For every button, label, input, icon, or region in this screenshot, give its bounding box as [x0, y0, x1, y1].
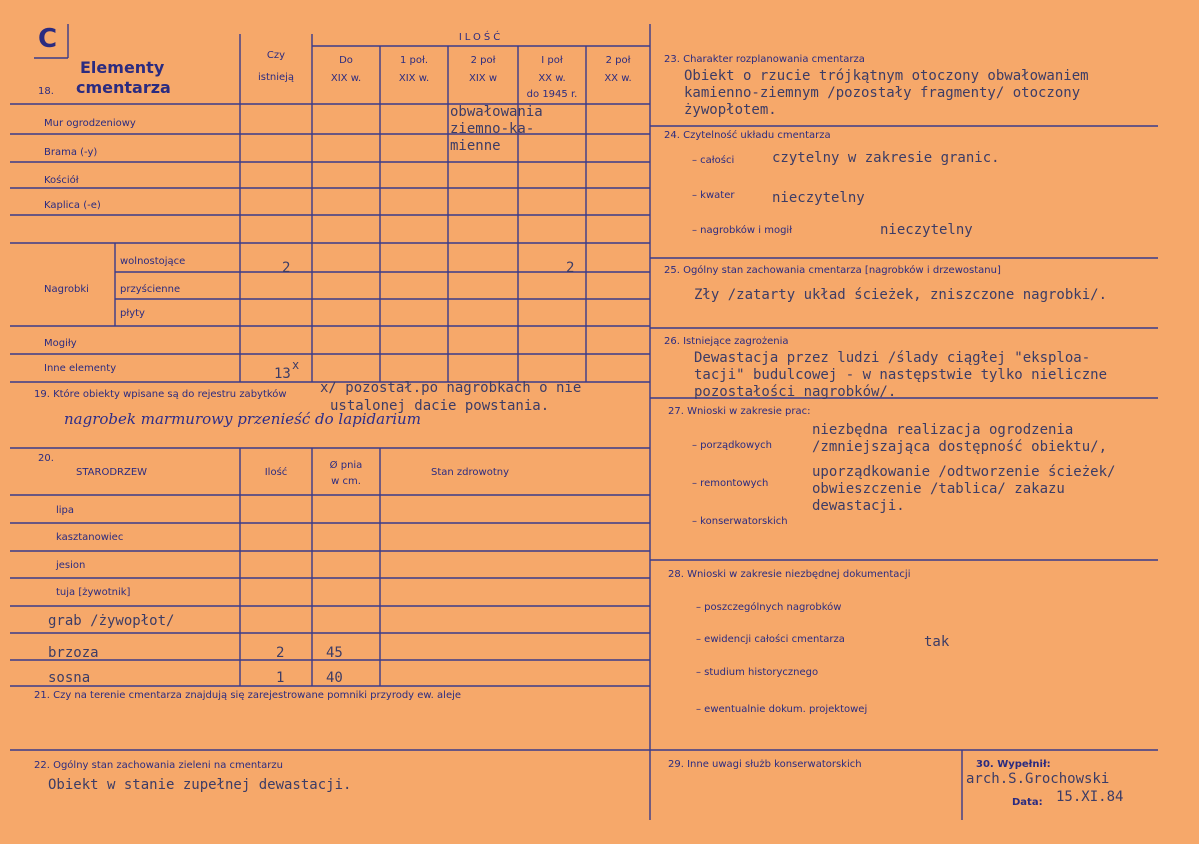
tree-jesion: jesion	[56, 560, 86, 571]
row-przyscienne: przyścienne	[120, 284, 181, 295]
s22-label: 22. Ogólny stan zachowania zieleni na cmentarzu	[34, 760, 283, 771]
s20-col-ilosc: Ilość	[264, 467, 288, 478]
s27-label: 27. Wnioski w zakresie prac:	[668, 406, 811, 417]
s24-calosci-value: czytelny w zakresie granic.	[772, 150, 1000, 166]
col-2pol-xix-2: XIX w	[468, 73, 497, 84]
s28-item2-value: tak	[924, 634, 950, 650]
s19-handwritten: nagrobek marmurowy przenieść do lapidarium	[64, 410, 421, 428]
s27-porzadkowych: – porządkowych	[692, 440, 772, 451]
s30-name: arch.S.Grochowski	[966, 771, 1110, 787]
col-ilosc: ILOŚĆ	[458, 32, 504, 43]
s21-label: 21. Czy na terenie cmentarza znajdują się zarejestrowane pomniki przyrody ew. aleje	[34, 690, 462, 701]
tree-tuja: tuja [żywotnik]	[56, 587, 131, 598]
tree-grab: grab /żywopłot/	[48, 613, 175, 629]
row-kosciol: Kościół	[44, 175, 79, 186]
s27-konserwatorskich: – konserwatorskich	[692, 516, 788, 527]
col-2pol-xix-1: 2 poł	[470, 55, 496, 66]
s24-nagrobkow: – nagrobków i mogił	[692, 225, 793, 236]
col-1pol-xx-1: I poł	[541, 55, 563, 66]
brzoza-pnia: 45	[326, 645, 343, 661]
s27-rem-line1: uporządkowanie /odtworzenie ścieżek/	[812, 464, 1116, 480]
s24-calosci: – całości	[692, 155, 735, 166]
col-2pol-xx-1: 2 poł	[605, 55, 631, 66]
row-nagrobki: Nagrobki	[44, 284, 89, 295]
inne-czy: 13	[274, 366, 291, 382]
s27-porz-line1: niezbędna realizacja ogrodzenia	[812, 422, 1074, 438]
s28-item4: – ewentualnie dokum. projektowej	[696, 704, 868, 715]
col-2pol-xx-2: XX w.	[604, 73, 632, 84]
inne-mark: x	[292, 358, 300, 372]
mur-value: obwałowania ziemno-ka- mienne	[450, 104, 543, 154]
s25-value: Zły /zatarty układ ścieżek, zniszczone nagrobki/.	[694, 287, 1108, 303]
sosna-pnia: 40	[326, 670, 343, 686]
s19-label: 19. Które obiekty wpisane są do rejestru zabytków	[34, 389, 287, 400]
s20-col-pnia-2: w cm.	[331, 476, 361, 487]
s24-nagrobkow-value: nieczytelny	[880, 222, 973, 238]
s20-col-stan: Stan zdrowotny	[431, 467, 509, 478]
row-kaplica: Kaplica (-e)	[44, 200, 101, 211]
s19-note-line1: x/ pozostał.po nagrobkach o nie	[320, 380, 582, 396]
s28-label: 28. Wnioski w zakresie niezbędnej dokumentacji	[668, 569, 911, 580]
s24-kwater: – kwater	[692, 190, 735, 201]
sosna-ilosc: 1	[276, 670, 285, 686]
s24-kwater-value: nieczytelny	[772, 190, 865, 206]
tree-sosna: sosna	[48, 670, 91, 686]
col-do-xix-1: Do	[339, 55, 353, 66]
s22-value: Obiekt w stanie zupełnej dewastacji.	[48, 777, 352, 793]
row-plyty: płyty	[120, 308, 145, 319]
s19-note-line2: ustalonej dacie powstania.	[330, 398, 550, 414]
elements-title-line1: Elementy	[80, 58, 165, 77]
col-1pol-xx-3: do 1945 r.	[526, 89, 578, 100]
s26-line3: pozostałości nagrobków/.	[694, 384, 897, 400]
wolnostojace-xx: 2	[566, 260, 575, 276]
row-mur: Mur ogrodzeniowy	[44, 118, 136, 129]
s28-item3: – studium historycznego	[696, 667, 819, 678]
s23-label: 23. Charakter rozplanowania cmentarza	[664, 54, 865, 65]
wolnostojace-czy: 2	[282, 260, 291, 276]
tree-brzoza: brzoza	[48, 645, 99, 661]
s29-label: 29. Inne uwagi służb konserwatorskich	[668, 759, 862, 770]
section-18-number: 18.	[38, 86, 54, 97]
s20-title: STARODRZEW	[76, 467, 148, 478]
s23-line3: żywopłotem.	[684, 102, 777, 118]
s20-number: 20.	[38, 453, 54, 464]
s23-line1: Obiekt o rzucie trójkątnym otoczony obwałowaniem	[684, 68, 1089, 84]
s26-line1: Dewastacja przez ludzi /ślady ciągłej "eksploa-	[694, 350, 1091, 366]
s25-label: 25. Ogólny stan zachowania cmentarza [nagrobków i drzewostanu]	[664, 265, 1001, 276]
col-czy: Czy	[266, 50, 286, 61]
s30-date: 15.XI.84	[1056, 789, 1124, 805]
s27-porz-line2: /zmniejszająca dostępność obiektu/,	[812, 439, 1108, 455]
s27-remontowych: – remontowych	[692, 478, 769, 489]
s20-col-pnia-1: Ø pnia	[329, 460, 363, 471]
row-inne: Inne elementy	[44, 363, 117, 374]
row-brama: Brama (-y)	[44, 147, 98, 158]
s27-rem-line2: obwieszczenie /tablica/ zakazu	[812, 481, 1065, 497]
tree-lipa: lipa	[56, 505, 75, 516]
s26-line2: tacji" budulcowej - w następstwie tylko nieliczne	[694, 367, 1108, 383]
col-1pol-xix-2: XIX w.	[398, 73, 430, 84]
s28-item2: – ewidencji całości cmentarza	[696, 634, 845, 645]
section-letter: C	[38, 24, 58, 54]
s30-date-label: Data:	[1012, 797, 1043, 808]
brzoza-ilosc: 2	[276, 645, 285, 661]
tree-kasztanowiec: kasztanowiec	[56, 532, 124, 543]
s24-label: 24. Czytelność układu cmentarza	[664, 130, 831, 141]
row-wolnostojace: wolnostojące	[120, 256, 186, 267]
col-1pol-xix-1: 1 poł.	[399, 55, 429, 66]
s28-item1: – poszczególnych nagrobków	[696, 602, 842, 613]
s27-rem-line3: dewastacji.	[812, 498, 905, 514]
s30-label: 30. Wypełnił:	[976, 759, 1051, 770]
elements-title-line2: cmentarza	[76, 78, 171, 97]
col-istnieja: istnieją	[257, 72, 295, 83]
row-mogily: Mogiły	[44, 338, 77, 349]
s23-line2: kamienno-ziemnym /pozostały fragmenty/ otoczony	[684, 85, 1081, 101]
col-1pol-xx-2: XX w.	[538, 73, 566, 84]
col-do-xix-2: XIX w.	[330, 73, 362, 84]
s26-label: 26. Istniejące zagrożenia	[664, 336, 789, 347]
